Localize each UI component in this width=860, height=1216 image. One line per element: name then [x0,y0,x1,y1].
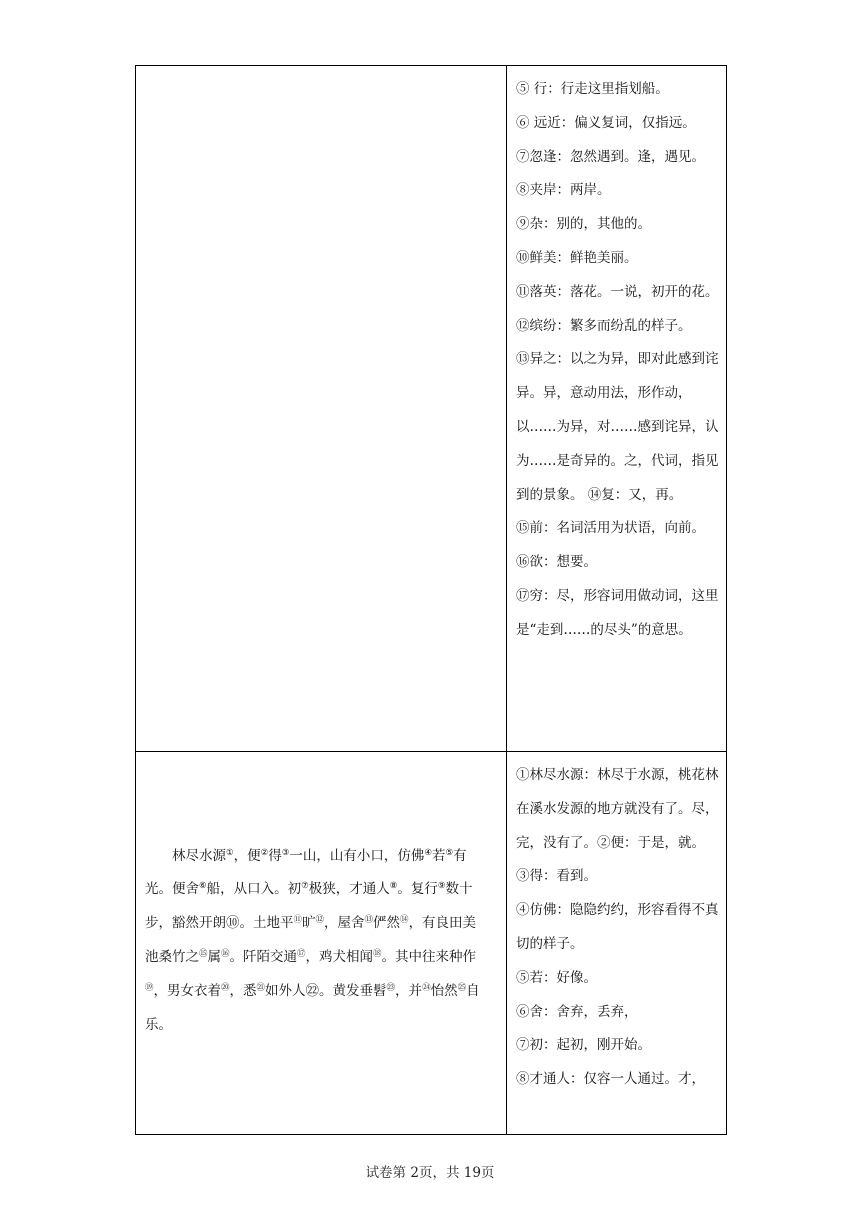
footnote-marker: ⑥ [199,881,207,892]
footnote-marker: ㉔ [422,982,431,993]
footnote-marker: ⑯ [221,949,230,959]
notes-cell [507,66,727,752]
notes-list [507,752,726,1097]
passage-segment: 旷 [302,915,316,932]
passage-text [136,840,506,1043]
passage-cell-empty [136,66,507,752]
footnote-marker: ㉓ [386,982,396,993]
passage-segment: 有光。便舍 [145,847,467,898]
notes-cell [507,752,727,1135]
passage-segment: ，鸡犬相闻 [305,949,374,965]
footnote-marker: ② [260,847,269,858]
note-item: ⑨杂：别的，其他的。 [516,216,651,233]
footnote-marker: ⑰ [297,949,306,959]
passage-segment: 。阡陌交通 [229,949,298,965]
passage-segment: 林尽水源 [172,847,226,864]
passage-segment: 数十步，豁然开朗⑩。土地平 [145,881,473,932]
note-item: ⑩鲜美：鲜艳美丽。 [516,249,638,266]
note-item: ⑦初：起初，刚开始。 [516,1037,651,1054]
footnote-marker: ㉕ [457,982,467,993]
footnote-marker: ⑬ [364,915,374,926]
passage-segment: 船，从口入。初 [206,881,302,898]
footnote-marker: ⑭ [400,915,409,926]
passage-segment: 极狭，才通人 [308,881,390,898]
footnote-marker: ㉑ [256,982,266,993]
footnote-marker: ⑲ [145,982,154,993]
note-item: ⑰穷：尽，形容词用做动词，这里是“走到……的尽头”的意思。 [516,587,719,638]
footnote-marker: ③ [281,847,290,858]
note-item: ⑬异之：以之为异，即对此感到诧异。异，意动用法，形作动，以……为异，对……感到诧异，认为……是奇异的。之，代词，指见到的景象。 ⑭复：又，再。 [516,351,719,503]
table-row [136,752,727,1135]
passage-segment: 自乐。 [145,982,480,1033]
footnote-marker: ⑫ [315,915,325,926]
passage-cell [136,752,507,1135]
note-item: ⑥舍：舍弃，丢弃， [516,1003,638,1020]
note-item: ⑤若：好像。 [516,969,597,986]
passage-segment: ，有良田美池桑竹之 [145,915,477,965]
footnote-marker: ④ [424,847,432,858]
passage-segment: 得 [268,847,282,864]
passage-segment: 一山，山有小口，仿佛 [289,847,425,864]
footnote-marker: ⑳ [221,982,230,993]
annotation-table [135,65,727,1135]
footnote-marker: ⑨ [437,881,446,892]
passage-segment: ，男女衣着 [153,982,222,999]
footnote-marker: ① [226,847,234,858]
footnote-marker: ⑤ [445,847,454,858]
passage-segment: ，屋舍 [324,915,365,932]
passage-segment: 属 [207,949,222,965]
passage-segment: 。复行 [397,881,438,898]
passage-segment: ，悉 [229,982,257,999]
passage-segment: 。其中往来种作 [381,949,477,965]
notes-list [507,66,726,648]
note-item: ⑮前：名词活用为状语，向前。 [516,520,705,537]
page-footer: 试卷第 2页，共 19页 [365,1165,495,1181]
note-item: ③得：看到。 [516,868,597,885]
table-row [136,66,727,752]
passage-segment: ，并 [395,982,423,999]
passage-segment: 若 [432,847,446,864]
footnote-marker: ⑮ [199,949,208,959]
note-item: ①林尽水源：林尽于水源，桃花林在溪水发源的地方就没有了。尽，完，没有了。②便：于是，就。 [516,767,719,851]
footnote-marker: ⑧ [389,881,398,892]
note-item: ⑧才通人：仅容一人通过。才， [516,1071,705,1088]
note-item: ⑧夹岸：两岸。 [516,182,611,199]
note-item: ⑤ 行：行走这里指划船。 [516,81,669,97]
note-item: ⑦忽逢：忽然遇到。逢，遇见。 [516,148,705,165]
note-item: ⑪落英：落花。一说，初开的花。 [516,283,719,300]
note-item: ④仿佛：隐隐约约，形容看得不真切的样子。 [516,902,719,952]
passage-segment: 怡然 [430,982,458,999]
passage-segment: ，便 [233,847,261,864]
note-item: ⑯欲：想要。 [516,554,597,571]
footnote-marker: ⑱ [373,949,382,959]
passage-segment: 如外人㉒。黄发垂髫 [265,982,387,999]
footnote-marker: ⑦ [301,881,309,892]
passage-segment: 俨然 [373,915,401,932]
note-item: ⑫缤纷：繁多而纷乱的样子。 [516,317,692,334]
footnote-marker: ⑪ [293,915,303,926]
note-item: ⑥ 远近：偏义复词，仅指远。 [516,114,696,131]
